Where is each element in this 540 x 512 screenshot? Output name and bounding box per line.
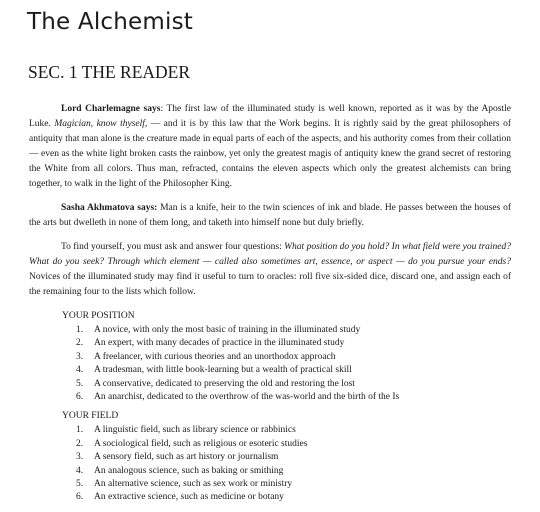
list-item [76,391,511,404]
paragraph-akhmatova [29,201,511,231]
list-item [76,438,511,451]
document-body [29,102,511,510]
speaker-name: Sasha Akhmatova says: [61,203,158,213]
paragraph-text: To find yourself, you must ask and answer four questions: [61,242,285,252]
list-item-number: 3. [76,452,84,463]
list-item-text: An analogous science, such as baking or smithing [94,465,284,476]
list-item-number: 1. [76,425,84,436]
position-list-block [29,309,511,404]
list-item-number: 1. [76,325,84,335]
list-item-text: A linguistic field, such as library science or rabbinics [94,425,296,436]
list-item-text: A sensory field, such as art history or journalism [94,452,279,463]
field-list-block [29,409,511,504]
list-item [76,451,511,464]
list-item-text: A freelancer, with curious theories and an unorthodox approach [94,351,336,362]
list-item [76,378,511,391]
list-item-number: 4. [76,465,84,476]
list-item-number: 3. [76,351,84,362]
list-item-text: An alternative science, such as sex work or ministry [94,479,293,490]
list-item-text: An extractive science, such as medicine or botany [94,492,284,503]
italic-text: What position do you hold? In what field were you trained? What do you seek? Through which element — called also sometimes art, essence, or aspect — do you pursue your ends? [29,242,511,267]
italic-text: Magician, know thyself, [54,119,148,129]
list-item-number: 6. [76,392,84,403]
list-item-text: An expert, with many decades of practice in the illuminated study [94,338,345,349]
list-item-text: A conservative, dedicated to preserving the old and restoring the lost [94,378,355,389]
speaker-name: Lord Charlemagne says [61,104,161,114]
list-item [76,478,511,491]
list-item [76,465,511,478]
paragraph-charlemagne [29,102,511,192]
list-item-number: 2. [76,338,84,349]
list-item-number: 4. [76,365,84,376]
list-item [76,337,511,350]
list-item-text: A sociological field, such as religious or esoteric studies [94,438,308,449]
paragraph-instructions [29,240,511,300]
field-list-heading: YOUR FIELD [62,411,119,422]
paragraph-text: Man is a knife, heir to the twin sciences of ink and blade. He passes between the houses of the arts but dwelleth in none of them long, and taketh into himself none but duly briefly. [29,203,511,228]
position-list [62,324,511,404]
list-item-number: 5. [76,378,84,389]
list-item-number: 6. [76,492,84,503]
list-item [76,351,511,364]
list-item-text: A novice, with only the most basic of training in the illuminated study [94,325,361,335]
list-item [76,491,511,504]
list-item [76,324,511,337]
list-item [76,424,511,437]
section-heading: SEC. 1 THE READER [28,62,191,82]
position-list-heading: YOUR POSITION [62,311,135,321]
list-item [76,364,511,377]
paragraph-text: — and it is by this law that the Work begins. It is rightly said by the great philosophers of antiquity that man alone is the creature made in equal parts of each of the aspects, and his authority comes from their collation — even as the white light broken casts the rainbow, yet only the greatest magis of antiquity knew the grand secret of restoring the White from all colors. Thus man, refracted, contains the eleven aspects which only the greatest alchemists can bring together, to walk in the light of the Philosopher King. [29,119,511,189]
list-item-text: A tradesman, with little book-learning but a wealth of practical skill [94,365,352,376]
list-item-number: 5. [76,479,84,490]
list-item-number: 2. [76,438,84,449]
document-title: The Alchemist [27,9,193,35]
paragraph-text: : The first law of the illuminated study is well known, reported as it was by the Apostle Luke. [29,104,511,129]
paragraph-text: Novices of the illuminated study may find it useful to turn to oracles: roll five six-sided dice, discard one, and assign each of the remaining four to the lists which follow. [29,272,511,297]
field-list [62,424,511,504]
list-item-text: An anarchist, dedicated to the overthrow of the was-world and the birth of the Is [94,392,400,403]
